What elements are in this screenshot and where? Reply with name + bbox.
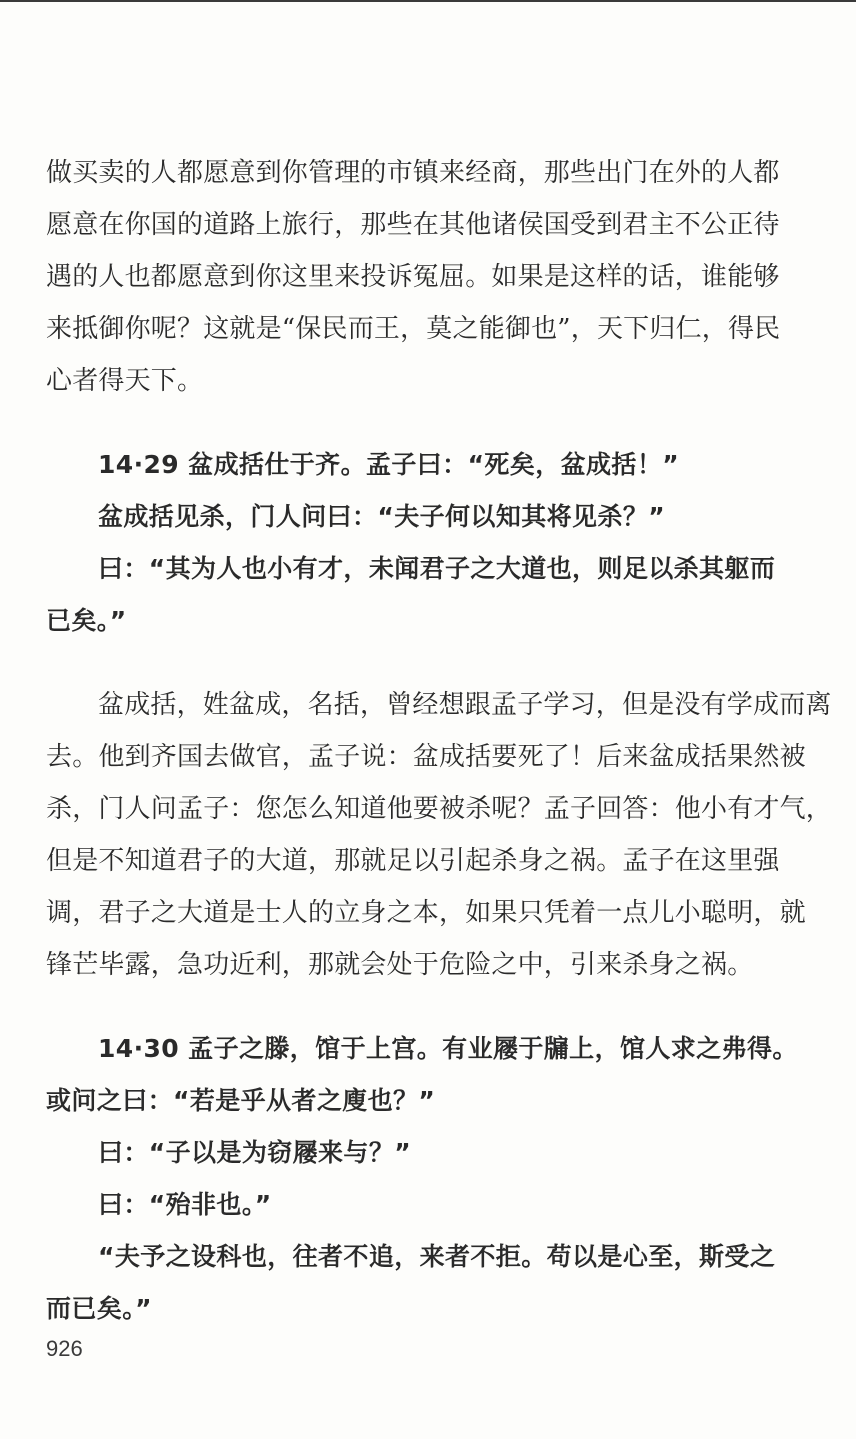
commentary-line: 来抵御你呢？这就是“保民而王，莫之能御也”，天下归仁，得民 [46,314,781,344]
page-top-rule [0,0,856,2]
original-text-line: 盆成括见杀，门人问曰：“夫子何以知其将见杀？” [98,502,666,531]
commentary-line: 盆成括，姓盆成，名括，曾经想跟孟子学习，但是没有学成而离 [98,690,832,720]
commentary-line: 遇的人也都愿意到你这里来投诉冤屈。如果是这样的话，谁能够 [46,262,780,292]
commentary-line: 杀，门人问孟子：您怎么知道他要被杀呢？孟子回答：他小有才气， [46,794,833,824]
page-number: 926 [46,1336,83,1361]
commentary-line: 锋芒毕露，急功近利，那就会处于危险之中，引来杀身之祸。 [46,950,754,980]
original-text-line: “夫予之设科也，往者不追，来者不拒。苟以是心至，斯受之 [98,1242,776,1271]
commentary-line: 心者得天下。 [46,366,204,396]
original-text-line: 而已矣。” [46,1294,152,1323]
original-text-line: 14·29 盆成括仕于齐。孟子曰：“死矣，盆成括！” [98,450,680,479]
commentary-line: 调，君子之大道是士人的立身之本，如果只凭着一点儿小聪明，就 [46,898,806,928]
original-text-line: 曰：“其为人也小有才，未闻君子之大道也，则足以杀其躯而 [98,554,776,583]
commentary-line: 去。他到齐国去做官，孟子说：盆成括要死了！后来盆成括果然被 [46,742,806,772]
commentary-line: 做买卖的人都愿意到你管理的市镇来经商，那些出门在外的人都 [46,158,780,188]
original-text-line: 或问之曰：“若是乎从者之廋也？” [46,1086,436,1115]
commentary-line: 但是不知道君子的大道，那就足以引起杀身之祸。孟子在这里强 [46,846,780,876]
original-text-line: 曰：“殆非也。” [98,1190,272,1219]
original-text-line: 14·30 孟子之滕，馆于上宫。有业屦于牖上，馆人求之弗得。 [98,1034,798,1063]
original-text-line: 已矣。” [46,606,127,635]
commentary-line: 愿意在你国的道路上旅行，那些在其他诸侯国受到君主不公正待 [46,210,780,240]
original-text-line: 曰：“子以是为窃屦来与？” [98,1138,412,1167]
